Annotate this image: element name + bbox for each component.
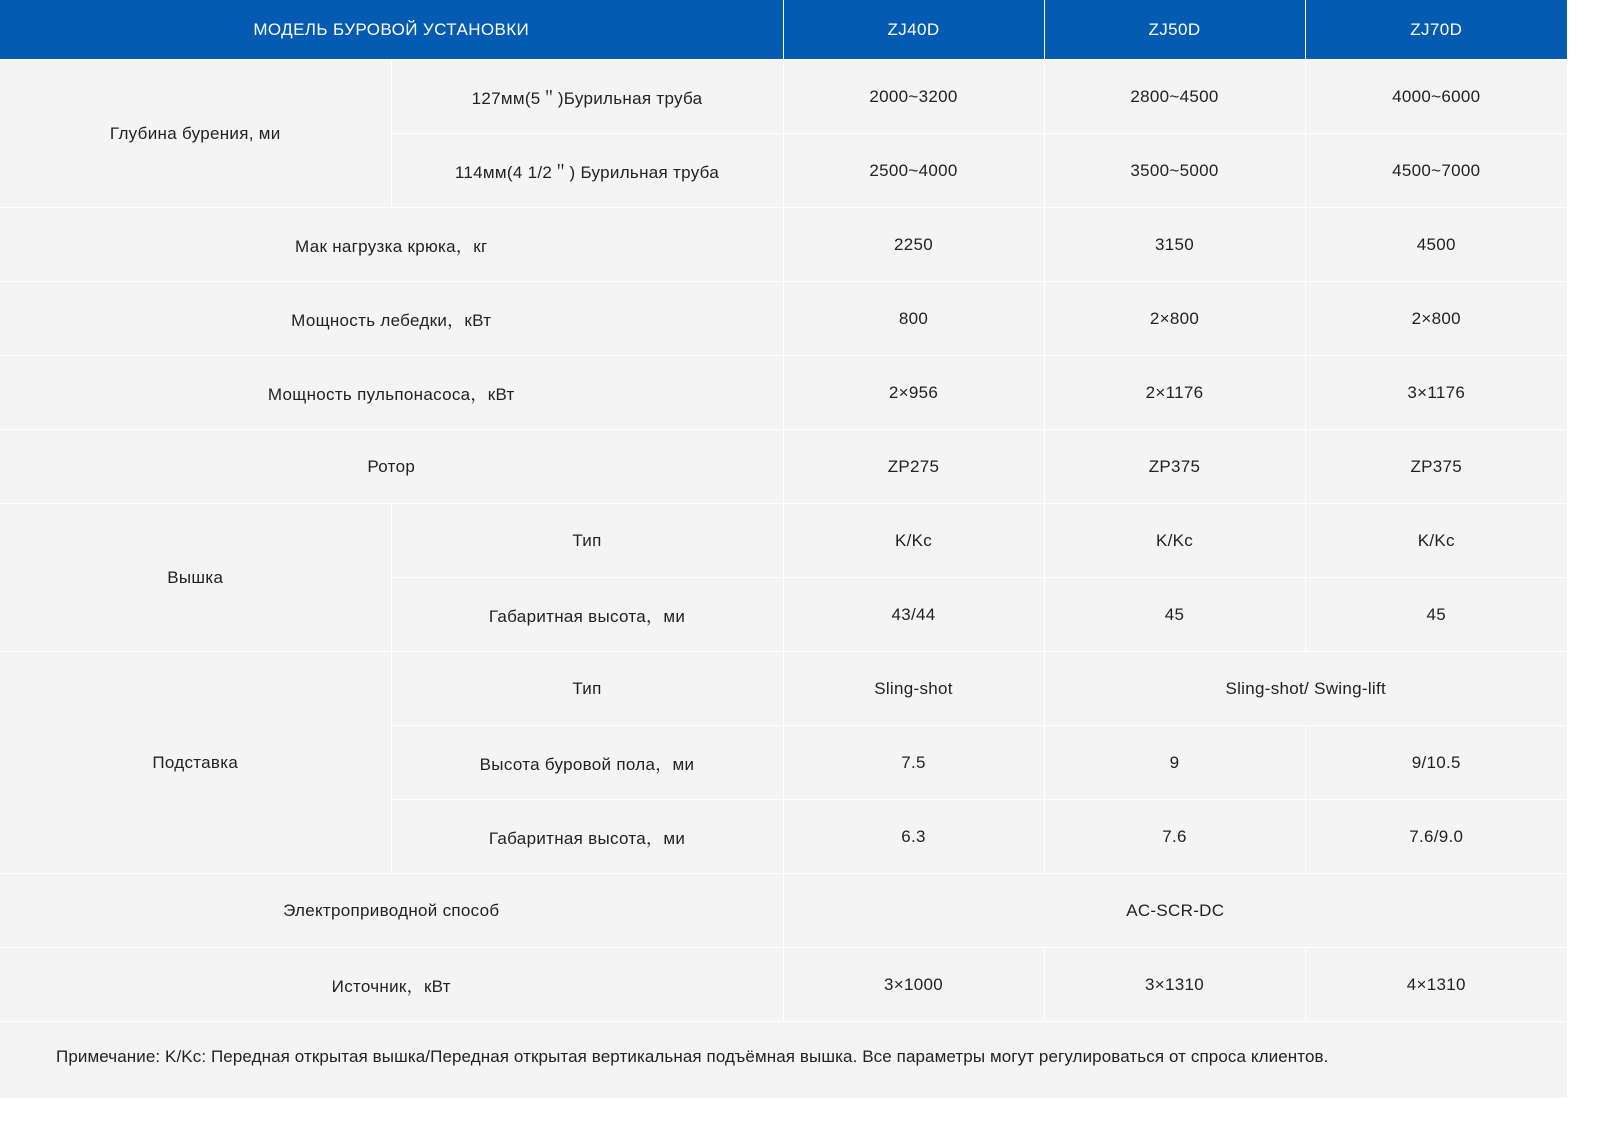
cell-value: 3150 — [1044, 208, 1305, 282]
cell-value: K/Kc — [1305, 504, 1567, 578]
sub-label-drill-pipe-114: 114мм(4 1/2＂) Бурильная труба — [391, 134, 783, 208]
footnote: Примечание: K/Kc: Передная открытая вышка/Передная открытая вертикальная подъёмная вышка. Все параметры могут регулироваться от спроса клиентов. — [56, 1047, 1329, 1066]
cell-value-merged: Sling-shot/ Swing-lift — [1044, 652, 1567, 726]
row-label-hook-load: Мак нагрузка крюка，кг — [0, 208, 783, 282]
header-model-zj40d: ZJ40D — [783, 0, 1044, 60]
cell-value: 3×1310 — [1044, 948, 1305, 1022]
table-row — [0, 208, 1567, 282]
header-model-zj50d: ZJ50D — [1044, 0, 1305, 60]
sub-label-drill-pipe-127: 127мм(5＂)Бурильная труба — [391, 60, 783, 134]
cell-value: ZP375 — [1305, 430, 1567, 504]
table-row — [0, 282, 1567, 356]
table-row — [0, 874, 1567, 948]
row-label-rotor: Ротор — [0, 430, 783, 504]
cell-value: 2×800 — [1044, 282, 1305, 356]
cell-value: 3500~5000 — [1044, 134, 1305, 208]
header-row — [0, 0, 1567, 60]
cell-value: Sling-shot — [783, 652, 1044, 726]
sub-label-substructure-height: Габаритная высота，ми — [391, 800, 783, 874]
cell-value: 2800~4500 — [1044, 60, 1305, 134]
table-row — [0, 948, 1567, 1022]
cell-value: 43/44 — [783, 578, 1044, 652]
table-row — [0, 504, 1567, 578]
cell-value: 2×1176 — [1044, 356, 1305, 430]
cell-value: 3×1176 — [1305, 356, 1567, 430]
cell-value: 9 — [1044, 726, 1305, 800]
cell-value: 2000~3200 — [783, 60, 1044, 134]
cell-value: 45 — [1305, 578, 1567, 652]
cell-value: 4500 — [1305, 208, 1567, 282]
cell-value: K/Kc — [783, 504, 1044, 578]
header-model-zj70d: ZJ70D — [1305, 0, 1567, 60]
cell-value: 3×1000 — [783, 948, 1044, 1022]
row-label-drive: Электроприводной способ — [0, 874, 783, 948]
header-model-label: МОДЕЛЬ БУРОВОЙ УСТАНОВКИ — [0, 0, 783, 60]
cell-value: 9/10.5 — [1305, 726, 1567, 800]
cell-value: 2×956 — [783, 356, 1044, 430]
cell-value: 6.3 — [783, 800, 1044, 874]
cell-value: 2250 — [783, 208, 1044, 282]
cell-value: 7.5 — [783, 726, 1044, 800]
row-label-substructure: Подставка — [0, 652, 391, 874]
cell-value: 7.6/9.0 — [1305, 800, 1567, 874]
cell-value: 4000~6000 — [1305, 60, 1567, 134]
cell-value: 7.6 — [1044, 800, 1305, 874]
row-label-power-source: Источник，кВт — [0, 948, 783, 1022]
cell-value: 2500~4000 — [783, 134, 1044, 208]
table-row — [0, 356, 1567, 430]
cell-value: ZP375 — [1044, 430, 1305, 504]
cell-value: ZP275 — [783, 430, 1044, 504]
sub-label-floor-height: Высота буровой пола，ми — [391, 726, 783, 800]
cell-value: 800 — [783, 282, 1044, 356]
table-row — [0, 60, 1567, 134]
cell-value: 2×800 — [1305, 282, 1567, 356]
cell-value-merged: AC-SCR-DC — [783, 874, 1567, 948]
sub-label-substructure-type: Тип — [391, 652, 783, 726]
sub-label-mast-type: Тип — [391, 504, 783, 578]
cell-value: 4×1310 — [1305, 948, 1567, 1022]
cell-value: 4500~7000 — [1305, 134, 1567, 208]
table-row — [0, 430, 1567, 504]
row-label-pump-power: Мощность пульпонасоса，кВт — [0, 356, 783, 430]
row-label-winch-power: Мощность лебедки，кВт — [0, 282, 783, 356]
cell-value: K/Kc — [1044, 504, 1305, 578]
sub-label-mast-height: Габаритная высота，ми — [391, 578, 783, 652]
table-row — [0, 652, 1567, 726]
row-label-depth: Глубина бурения, ми — [0, 60, 391, 208]
row-label-mast: Вышка — [0, 504, 391, 652]
cell-value: 45 — [1044, 578, 1305, 652]
